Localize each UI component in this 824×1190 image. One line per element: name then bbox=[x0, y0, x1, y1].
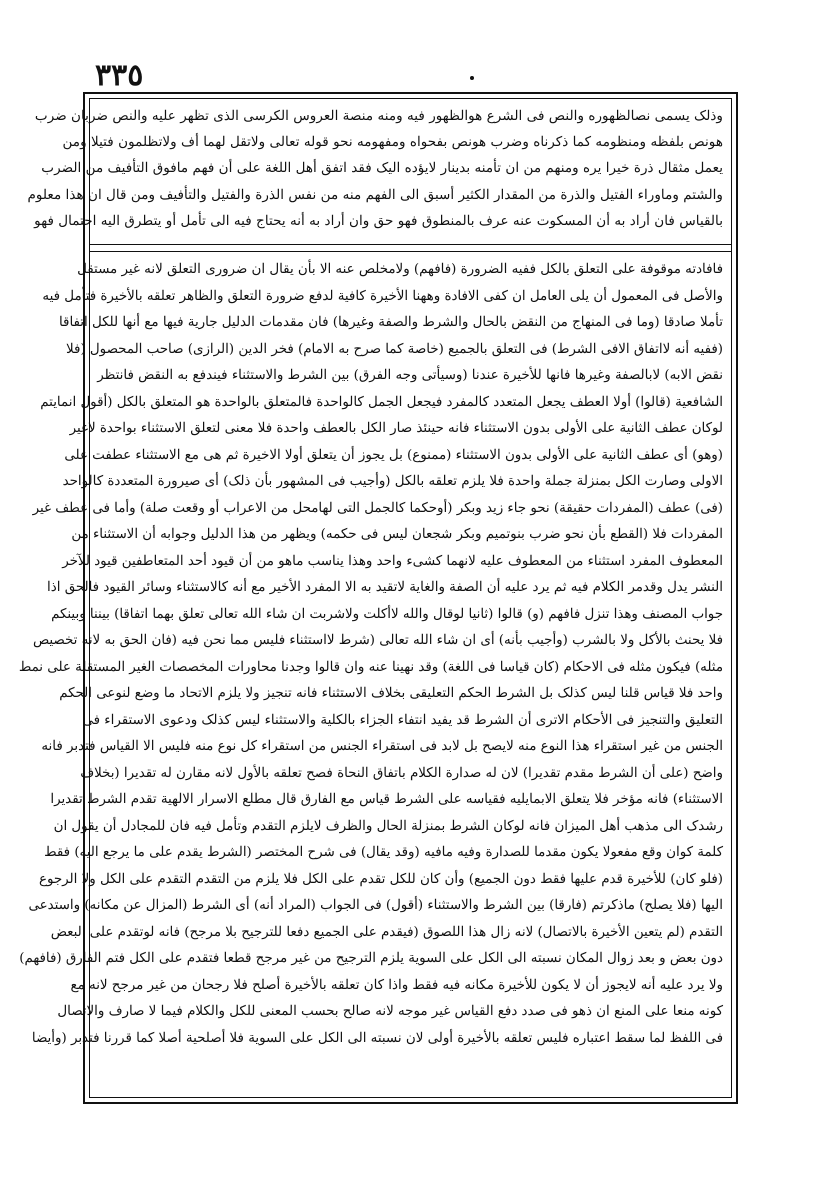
top-line: یعمل مثقال ذرة خیرا یره ومنهم من ان تأمنه بدینار لایؤده الیک فقد اتفق أهل اللغة علی أن فهم مافوق التأفیف من الضرب bbox=[41, 160, 723, 177]
bottom-line: واحد فلا قیاس قلنا لیس کذلک بل الشرط الحکم التعلیقی بخلاف الاستثناء فانه تنجیز ولا یلزم الاتحاد ما وضع لنوعی الحکم bbox=[59, 686, 723, 701]
bottom-line: ولا یرد علیه أنه لایجوز أن لا یکون للأخیرة مکانه فیه فقط واذا کان تعلقه بالأخیرة أصلح فلا رجحان من غیر مرجح لانه مع bbox=[70, 977, 723, 993]
bottom-line: الیها (فلا یصلح) ماذکرتم (فارقا) بین الشرط والاستثناء (أقول) فی الجواب (المراد أنه) أی الشرط (المزال عن مکانه) واستدعی bbox=[28, 898, 723, 913]
bottom-line: لوکان عطف الثانیة علی الأولی بدون الاستثناء فانه حینئذ صار الکل بالعطف واحدة فلا معنی لتعلق الاستثناء بواحدة لاغیر bbox=[69, 421, 723, 436]
bottom-line: فلا یحنث بالأکل ولا بالشرب (وأجیب بأنه) أی ان شاء الله تعالی (شرط لااستثناء فلیس مما نحن فیه (فان الحق به لانه تخصیص bbox=[32, 633, 723, 648]
bottom-line: النشر یدل وقدمر الکلام فیه ثم یرد علیه أن الصفة والغایة لاتقید به الا المفرد الأخیر مع أنه کالاستثناء وسائر القیود فالحق اذا bbox=[47, 580, 723, 595]
bottom-line: الشافعیة (قالوا) أولا العطف یجعل المتعدد کالمفرد فیجعل الجمل کالواحدة فالمتعلق بالواحدة هو المتعلق بالکل (أقول انمایتم bbox=[40, 394, 723, 410]
bottom-line: (ففیه أنه لااتفاق الافی الشرط) فی التعلق بالجمیع (خاصة کما صرح به الامام) فخر الدین (الرازی) صاحب المحصول (فلا bbox=[66, 341, 723, 357]
bottom-line: المعطوف المفرد استثناء من المعطوف علیه لانهما کشیء واحد وهذا یناسب ماهو من أن قیود أحد المتعاطفین قیود للآخر bbox=[62, 553, 723, 569]
top-line: هونص بلفظه ومنظومه کما ذکرناه وضرب هونص بفحواه ومفهومه نحو قوله تعالی ولاتقل لهما أف ولاتظلمون فتیلا ومن bbox=[62, 134, 723, 151]
bottom-line: (فی) عطف (المفردات حقیقة) نحو جاء زید وبکر (أوحکما کالجمل التی لهامحل من الاعراب أو وقعت صلة) وأما فی عطف غیر bbox=[32, 500, 723, 516]
top-line: بالقیاس فان أراد به أن المسکوت عنه عرف بالمنطوق فهو حق وان أراد به أنه یحتاج فیه الی تأمل أو یتطرق الیه احتمال فهو bbox=[34, 212, 723, 229]
bottom-line: المفردات فلا (القطع بأن نحو ضرب بنوتمیم وبکر شجعان لیس فی حکمه) ویظهر من هذا الدلیل وجوابه أن الاستثناء من bbox=[71, 527, 723, 542]
bottom-line: فی اللفظ لما سقط اعتباره فلیس تعلقه بالأخیرة أولی لان نسبته الی الکل علی السویة فلا أصلحیة أصلا کما قررنا فتدبر (وأیضا bbox=[31, 1030, 723, 1046]
page-frame bbox=[18, 92, 738, 1104]
bottom-line: الجنس من غیر استقراء هذا النوع منه لایصح بل لابد فی استقراء الجنس من استقراء کل نوع منه فلیس الا القیاس فتدبر فانه bbox=[41, 739, 723, 754]
bottom-line: کلمة کوان وقع مفعولا یکون مقدما للصدارة وفیه مافیه (وقد یقال) فی شرح المختصر (الشرط یقدم علی ما یرجع الیه) فقط bbox=[44, 845, 723, 860]
bottom-line: الاولی وصارت الکل بمنزلة جملة واحدة فلا یلزم تعلقه بالکل (وأجیب فی المشهور بأن ذلک) أی صیرورة المتعددة کالواحد bbox=[62, 474, 723, 489]
bottom-line: والأصل فی المعمول أن یلی العامل ان کفی الافادة وههنا الأخیرة کافیة لدفع ضرورة التعلق والظاهر تعلقه بالأخیرة فتأمل فیه bbox=[42, 288, 723, 304]
bottom-line: التعلیق والتنجیز فی الأحکام الاتری أن الشرط قد یفید انتفاء الجزاء بالکلیة والاستثناء لیس کذلک ودعوی الاستقراء فی bbox=[82, 712, 723, 728]
section-divider bbox=[90, 244, 731, 252]
commentary-text-block bbox=[18, 257, 723, 1093]
bottom-line: کونه منعا علی المنع ان ذهو فی صدد دفع القیاس غیر موجه لانه صالح بحسب المعنی للکل والکلام فیما لا صارف والاتصال bbox=[57, 1004, 723, 1019]
bottom-line: واضح (علی أن الشرط مقدم تقدیرا) لان له صدارة الکلام باتفاق النحاة فصح تعلقه بالأول لانه مقارن له تقدیرا (بخلاف bbox=[80, 765, 723, 781]
ornament-dot bbox=[470, 76, 474, 80]
main-text-block bbox=[27, 103, 723, 233]
bottom-line: (وهو) أی عطف الثانیة علی الأولی بدون الاستثناء (ممنوع) بل یجوز أن یتعلق أولا الاخیرة ثم هی مع الاستثناء عطفت علی bbox=[64, 447, 723, 463]
bottom-line: دون بعض و بعد زوال المکان نسبته الی الکل علی السویة یلزم الترجیح من غیر مرجح قطعا فتقدم علی الکل فتم الفارق (فافهم) bbox=[19, 951, 723, 966]
page-number: ٣٣٥ bbox=[95, 58, 144, 93]
inner-frame bbox=[18, 98, 732, 1098]
bottom-line: مثله) فیکون مثله فی الاحکام (کان قیاسا فی اللغة) وقد نهینا عنه وان قالوا وجدنا محاورات المخصصات الغیر المستقلة علی نمط bbox=[18, 659, 723, 675]
bottom-line: جواب المصنف وهذا تنزل فافهم (و) قالوا (ثانیا لوقال والله لاأکلت ولاشربت ان شاء الله تعالی تعلق بهما اتفاقا) بیننا وبینکم bbox=[51, 606, 723, 622]
bottom-line: الاستثناء) فانه مؤخر فلا یتعلق الابمایلیه فقیاسه علی الشرط قیاس مع الفارق قال مطلع الاسرار الالهیة تقدم الشرط تقدیرا bbox=[50, 792, 723, 807]
bottom-line: التقدم (لم یتعین الأخیرة بالاتصال) لانه زال هذا اللصوق (فیقدم علی الجمیع دفعا للترجیح بلا مرجح) فانه لوتقدم علی البعض bbox=[50, 924, 723, 940]
bottom-line: نقض الابه) لابالصفة وغیرها فانها للأخیرة عندنا (وسیأتی وجه الفرق) بین الشرط والاستثناء فیندفع به النقض فانتظر bbox=[97, 368, 723, 383]
top-line: والشتم وماوراء الفتیل والذرة من المقدار الکثیر أسبق الی الفهم منه من نفس الذرة والفتیل والتأفیف ومن قال ان هذا معلوم bbox=[27, 186, 723, 203]
bottom-line: تأملا صادقا (وما فی المنهاج من النقض بالحال والشرط والصفة وغیرها) فان مقدمات الدلیل جاریة فیها مع أنها للکل اتفاقا bbox=[58, 315, 723, 330]
bottom-line: فافادته موقوفة علی التعلق بالکل ففیه الضرورة (فافهم) ولامخلص عنه الا بأن یقال ان ضروری التعلق لانه غیر مستقل bbox=[77, 262, 723, 277]
top-line: وذلک یسمی نصالظهوره والنص فی الشرع هوالظهور فیه ومنه منصة العروس الکرسی الذی تظهر علیه والنص ضربان ضرب bbox=[34, 108, 723, 124]
bottom-line: رشدک الی مذهب أهل المیزان فانه لوکان الشرط بمنزلة الحال والظرف لایلزم التقدم وتأمل فیه فان للمجادل أن یقول ان bbox=[53, 818, 723, 834]
bottom-line: (فلو کان) للأخیرة قدم علیها فقط دون الجمیع) وأن کان للکل تقدم علی الکل فلا یلزم من التقدم التقدم علی الکل ولا الرجوع bbox=[38, 871, 723, 887]
